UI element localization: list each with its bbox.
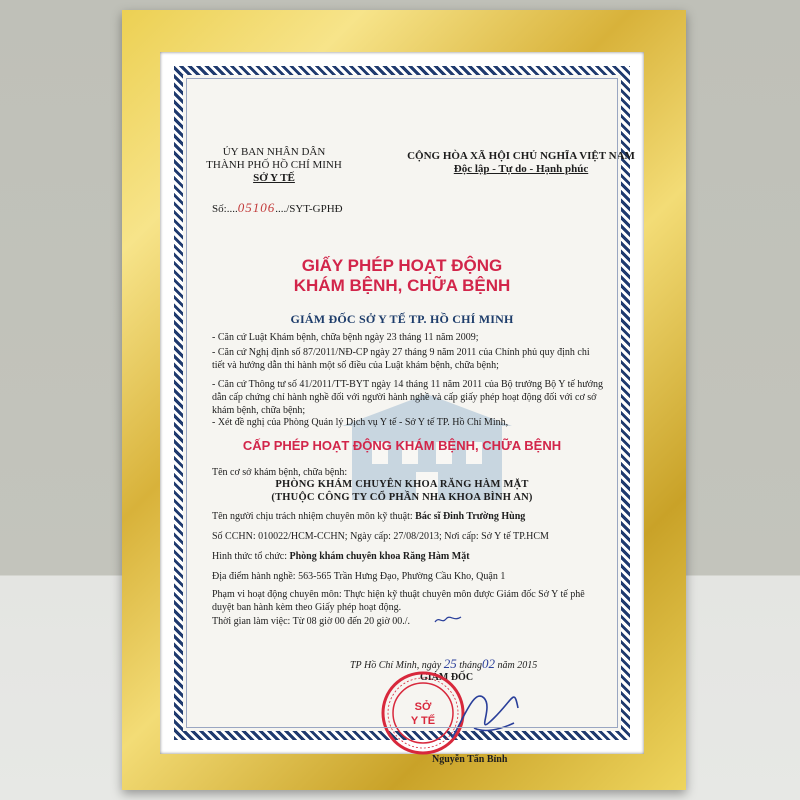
legal-basis-4: - Xét đề nghị của Phòng Quản lý Dịch vụ Y tế - Sở Y tế TP. Hồ Chí Minh, [212,417,509,428]
document-number: Số:....05106..../SYT-GPHĐ [212,200,343,215]
legal-basis-1: - Căn cứ Luật Khám bệnh, chữa bệnh ngày 23 tháng 11 năm 2009; [212,332,479,343]
date-prefix: TP Hồ Chí Minh, ngày [350,660,442,671]
facility-name: PHÒNG KHÁM CHUYÊN KHOA RĂNG HÀM MẶT [275,479,529,490]
facility-name-label: Tên cơ sở khám bệnh, chữa bệnh: [212,467,348,478]
title-line-2: KHÁM BỆNH, CHỮA BỆNH [293,276,511,295]
legal-basis-2: - Căn cứ Nghị định số 87/2011/NĐ-CP ngày 27 tháng 9 năm 2011 của Chính phủ quy định chi tiết và hướng dẫn thi hành một số điều của Luật khám bệnh, chữa bệnh; [212,347,590,371]
motto-line: Độc lập - Tự do - Hạnh phúc [453,163,589,175]
director-heading: GIÁM ĐỐC SỞ Y TẾ TP. HỒ CHÍ MINH [290,312,514,326]
working-hours: Thời gian làm việc: Từ 08 giờ 00 đến 20 giờ 00./. [212,616,411,627]
license-document [174,66,635,765]
practice-certificate: Số CCHN: 010022/HCM-CCHN; Ngày cấp: 27/08/2013; Nơi cấp: Sở Y tế TP.HCM [212,531,549,542]
number-suffix: ..../SYT-GPHĐ [275,203,343,215]
scope-of-practice: Phạm vi hoạt động chuyên môn: Thực hiện kỹ thuật chuyên môn được Giám đốc Sở Y tế phê duyệt ban hành kèm theo Giấy phép hoạt động. [212,589,585,613]
initial-mark-icon [434,614,462,626]
national-motto [406,150,636,176]
svg-text:Y TẾ: Y TẾ [410,715,436,727]
signer-name: Nguyễn Tấn Bỉnh [432,754,508,765]
form-value: Phòng khám chuyên khoa Răng Hàm Mặt [289,551,470,562]
frame-mat [160,52,644,765]
date-month-label: tháng [459,660,482,671]
grant-heading: CẤP PHÉP HOẠT ĐỘNG KHÁM BỆNH, CHỮA BỆNH [242,438,562,453]
responsible-label: Tên người chịu trách nhiệm chuyên môn kỹ thuật: [212,511,413,522]
number-label: Số: [212,203,227,215]
facility-parent-company: (THUỘC CÔNG TY CỔ PHẦN NHA KHOA BÌNH AN) [271,492,533,503]
date-day: 25 [443,656,457,671]
date-year: năm 2015 [497,660,538,671]
document-title [162,256,642,296]
date-month: 02 [482,656,495,671]
issuing-authority [204,146,344,185]
legal-basis-3: - Căn cứ Thông tư số 41/2011/TT-BYT ngày 14 tháng 11 năm 2011 của Bộ trưởng Bộ Y tế hướng dẫn cấp chứng chỉ hành nghề đối với người hành nghề và cấp giấy phép hoạt động đối với cơ sở khám bệnh, chữa bệnh; [212,379,604,416]
svg-text:SỞ: SỞ [414,701,432,713]
authority-line-1: ỦY BAN NHÂN DÂN [222,146,326,158]
gold-picture-frame [122,10,686,790]
responsible-person [212,510,525,523]
organization-form [212,550,470,563]
building-watermark-icon [342,394,512,504]
practice-address: Địa điểm hành nghề: 563-565 Trần Hưng Đạo, Phường Cầu Kho, Quận 1 [212,571,506,582]
issue-date [350,656,537,672]
title-line-1: GIẤY PHÉP HOẠT ĐỘNG [301,256,503,275]
number-value: 05106 [237,200,276,215]
director-signature-icon [444,678,522,750]
republic-title: CỘNG HÒA XÃ HỘI CHỦ NGHĨA VIỆT NAM [407,150,635,162]
signer-role: GIÁM ĐỐC [420,672,474,683]
authority-line-2: THÀNH PHỐ HỒ CHÍ MINH [206,159,342,171]
authority-line-3: SỞ Y TẾ [253,172,295,184]
responsible-value: Bác sĩ Đinh Trường Hùng [415,511,526,522]
form-label: Hình thức tổ chức: [212,551,287,562]
